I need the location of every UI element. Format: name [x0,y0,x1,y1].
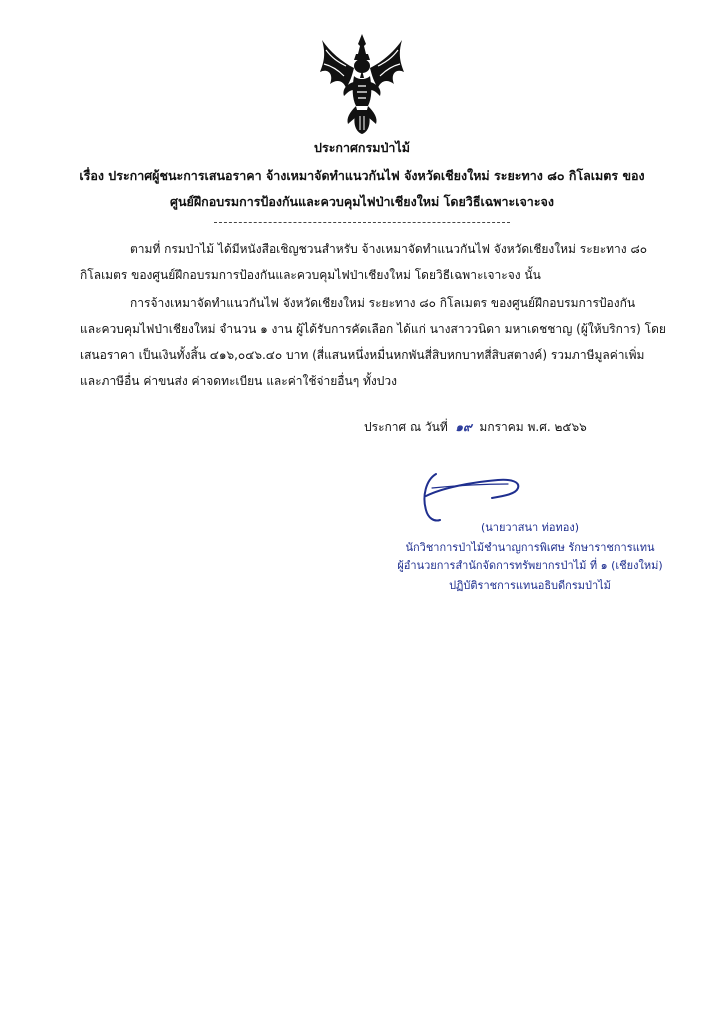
signatory-position-1: นักวิชาการป่าไม้ชำนาญการพิเศษ รักษาราชการแทน [405,541,655,554]
signatory-position-2: ผู้อำนวยการสำนักจัดการทรัพยากรป่าไม้ ที่ ๑ (เชียงใหม่) [397,559,663,572]
paragraph-1-line-2: กิโลเมตร ของศูนย์ฝึกอบรมการป้องกันและควบคุมไฟป่าเชียงใหม่ โดยวิธีเฉพาะเจาะจง นั้น [80,268,541,282]
header-divider [214,222,510,223]
date-month-year: มกราคม พ.ศ. ๒๕๖๖ [479,420,587,434]
signatory-position-3: ปฏิบัติราชการแทนอธิบดีกรมป่าไม้ [449,579,611,592]
signatory-name: (นายวาสนา ท่อทอง) [480,521,580,534]
agency-title: ประกาศกรมป่าไม้ [314,140,410,155]
paragraph-1-line-1: ตามที่ กรมป่าไม้ ได้มีหนังสือเชิญชวนสำหรับ จ้างเหมาจัดทำแนวกันไฟ จังหวัดเชียงใหม่ ระยะทาง ๘๐ [130,242,648,256]
paragraph-2-line-1: การจ้างเหมาจัดทำแนวกันไฟ จังหวัดเชียงใหม่ ระยะทาง ๘๐ กิโลเมตร ของศูนย์ฝึกอบรมการป้องกัน [130,296,636,310]
date-prefix: ประกาศ ณ วันที่ [364,420,448,434]
paragraph-2-line-2: และควบคุมไฟป่าเชียงใหม่ จำนวน ๑ งาน ผู้ได้รับการคัดเลือก ได้แก่ นางสาววนิดา มหาเดชชาญ (ผู้ให้บริการ) โดย [80,322,666,336]
subject-line-2: ศูนย์ฝึกอบรมการป้องกันและควบคุมไฟป่าเชียงใหม่ โดยวิธีเฉพาะเจาะจง [170,194,554,209]
subject-line-1: เรื่อง ประกาศผู้ชนะการเสนอราคา จ้างเหมาจัดทำแนวกันไฟ จังหวัดเชียงใหม่ ระยะทาง ๘๐ กิโลเมตร ของ [79,168,645,183]
garuda-emblem-icon [316,32,408,136]
date-day: ๑๙ [455,420,472,434]
paragraph-2-line-3: เสนอราคา เป็นเงินทั้งสิ้น ๔๑๖,๐๔๖.๔๐ บาท (สี่แสนหนึ่งหมื่นหกพันสี่สิบหกบาทสี่สิบสตางค์) รวมภาษีมูลค่าเพิ่ม [80,348,645,362]
paragraph-2-line-4: และภาษีอื่น ค่าขนส่ง ค่าจดทะเบียน และค่าใช้จ่ายอื่นๆ ทั้งปวง [80,374,397,388]
announcement-date [364,418,587,437]
